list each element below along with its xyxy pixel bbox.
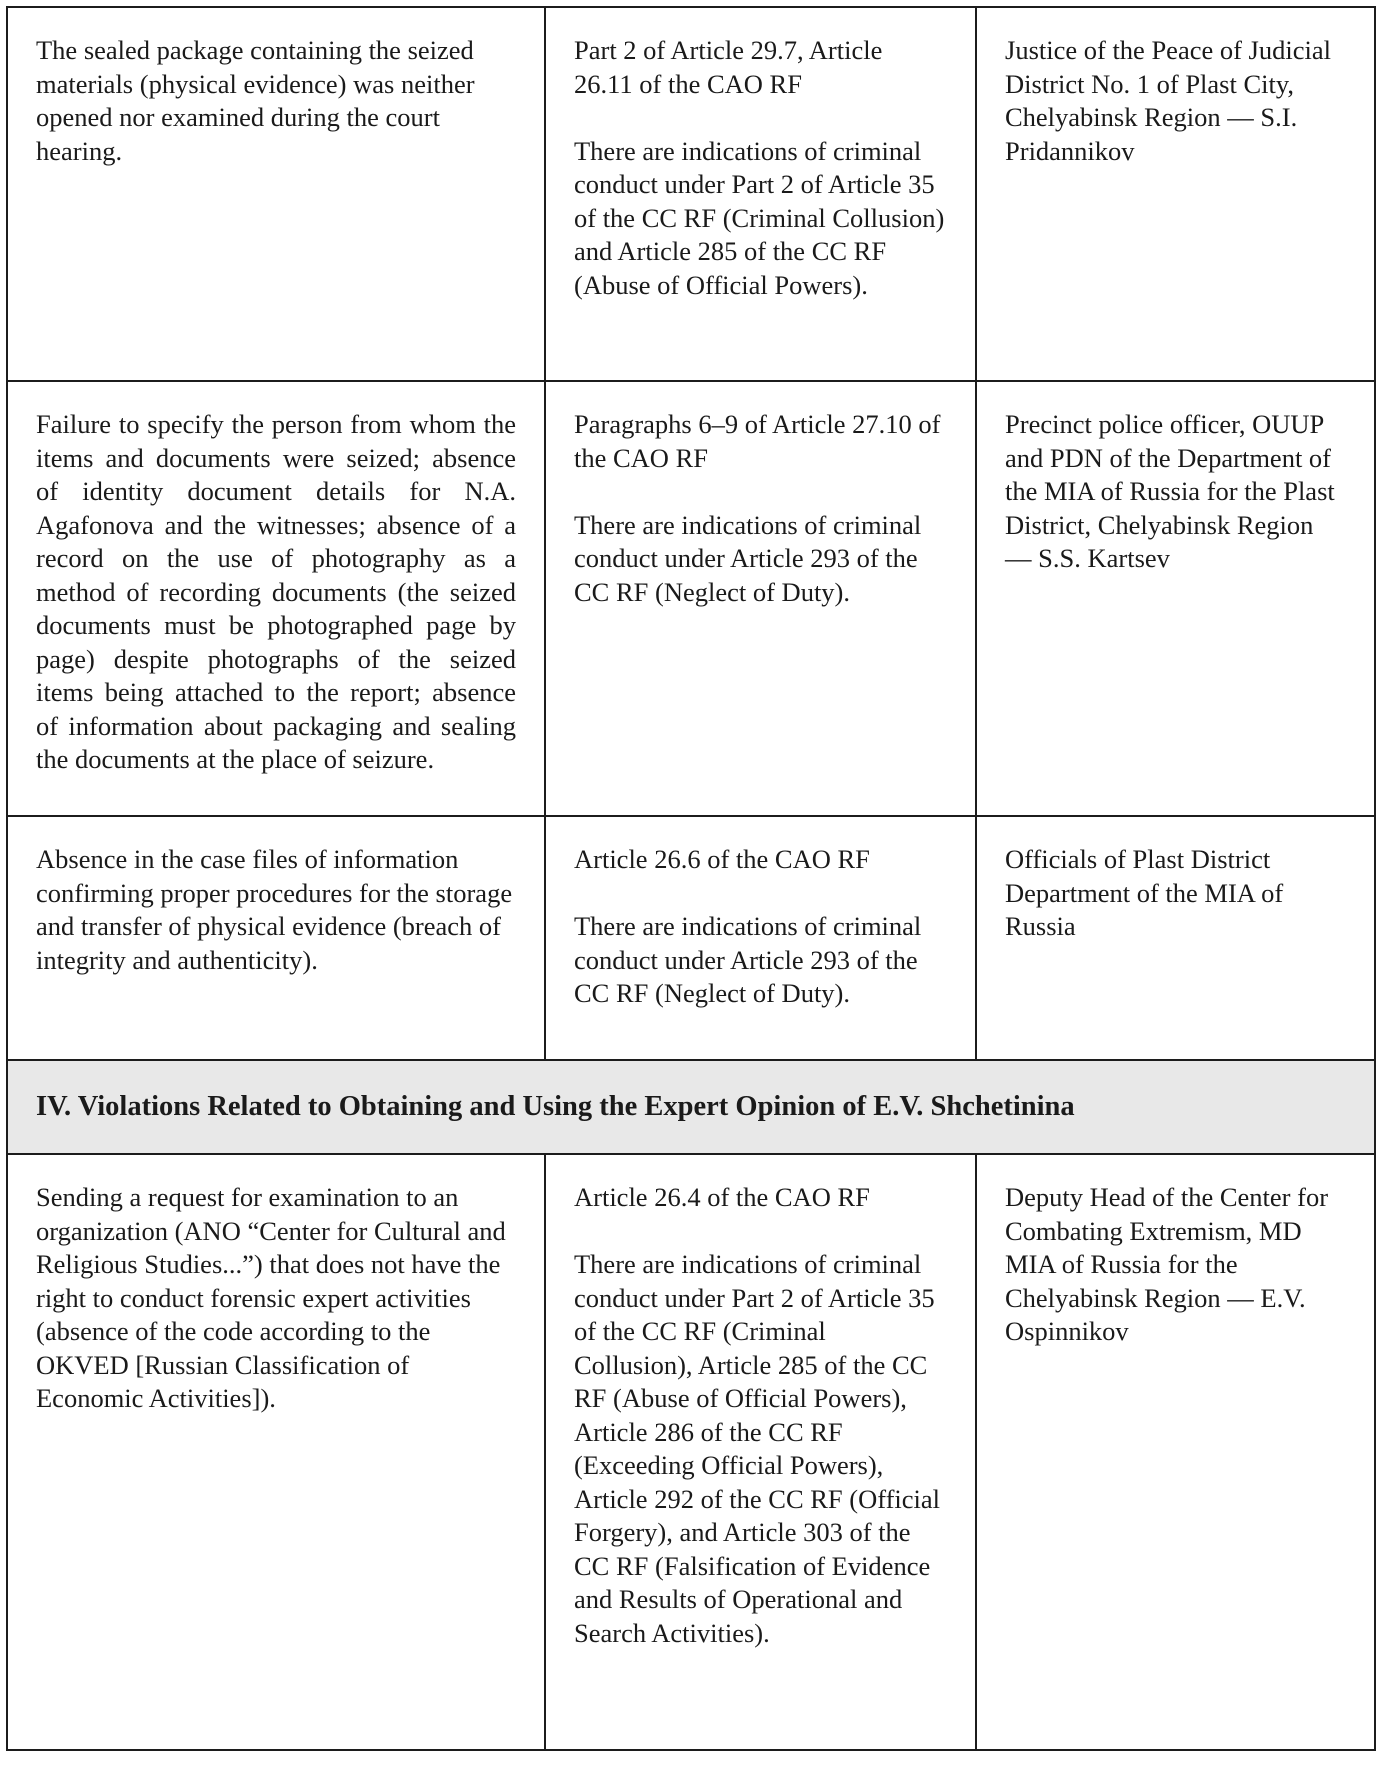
violation-text: Failure to specify the person from whom the items and documents were seized; absence of identity document details for N.A. Agafonova and the witnesses; absence of a record on the use of photography as a method of recording documents (the seized documents must be photographed page by page) despite photographs of the seized items being attached to the report; absence of information about packaging and sealing the documents at the place of seizure.	[36, 409, 516, 774]
violation-cell	[7, 816, 545, 1060]
legal-basis-cell	[545, 381, 976, 816]
criminal-conduct-text: There are indications of criminal conduct under Article 293 of the CC RF (Neglect of Duty).	[574, 911, 922, 1008]
table-row	[7, 816, 1375, 1060]
table-row	[7, 7, 1375, 381]
responsible-official-cell	[976, 381, 1375, 816]
responsible-official-cell	[976, 816, 1375, 1060]
criminal-conduct-text: There are indications of criminal conduct under Part 2 of Article 35 of the CC RF (Criminal Collusion) and Article 285 of the CC RF (Abuse of Official Powers).	[574, 135, 945, 300]
violation-cell	[7, 1154, 545, 1750]
responsible-official-cell	[976, 1154, 1375, 1750]
official-text: Officials of Plast District Department of the MIA of Russia	[1005, 844, 1284, 941]
section-header-row	[7, 1060, 1375, 1154]
criminal-conduct-text: There are indications of criminal conduct under Article 293 of the CC RF (Neglect of Duty).	[574, 509, 922, 607]
articles-text: Article 26.4 of the CAO RF	[574, 1182, 870, 1212]
official-text: Precinct police officer, OUUP and PDN of the Department of the MIA of Russia for the Plast District, Chelyabinsk Region — S.S. Kartsev	[1005, 409, 1335, 573]
legal-basis-cell	[545, 7, 976, 381]
table-row	[7, 381, 1375, 816]
articles-text: Part 2 of Article 29.7, Article 26.11 of the CAO RF	[574, 35, 883, 99]
violation-text: Sending a request for examination to an organization (ANO “Center for Cultural and Religious Studies...”) that does not have the right to conduct forensic expert activities (absence of the code according to the OKVED [Russian Classification of Economic Activities]).	[36, 1182, 506, 1413]
legal-basis-cell	[545, 816, 976, 1060]
violation-text: Absence in the case files of information confirming proper procedures for the storage and transfer of physical evidence (breach of integrity and authenticity).	[36, 844, 513, 975]
violation-cell	[7, 7, 545, 381]
table-row	[7, 1154, 1375, 1750]
official-text: Justice of the Peace of Judicial District No. 1 of Plast City, Chelyabinsk Region — S.I. Pridannikov	[1005, 35, 1331, 166]
violations-table	[6, 6, 1376, 1751]
articles-text: Article 26.6 of the CAO RF	[574, 844, 870, 874]
criminal-conduct-text: There are indications of criminal conduct under Part 2 of Article 35 of the CC RF (Criminal Collusion), Article 285 of the CC RF (Abuse of Official Powers), Article 286 of the CC RF (Exceeding Official Powers), Article 292 of the CC RF (Official Forgery), and Article 303 of the CC RF (Falsification of Evidence and Results of Operational and Search Activities).	[574, 1249, 941, 1648]
articles-text: Paragraphs 6–9 of Article 27.10 of the CAO RF	[574, 409, 941, 473]
legal-basis-cell	[545, 1154, 976, 1750]
violation-cell	[7, 381, 545, 816]
responsible-official-cell	[976, 7, 1375, 381]
violation-text: The sealed package containing the seized materials (physical evidence) was neither opened nor examined during the court hearing.	[36, 35, 475, 166]
section-heading: IV. Violations Related to Obtaining and Using the Expert Opinion of E.V. Shchetinina	[7, 1060, 1375, 1154]
official-text: Deputy Head of the Center for Combating Extremism, MD MIA of Russia for the Chelyabinsk Region — E.V. Ospinnikov	[1005, 1182, 1329, 1346]
